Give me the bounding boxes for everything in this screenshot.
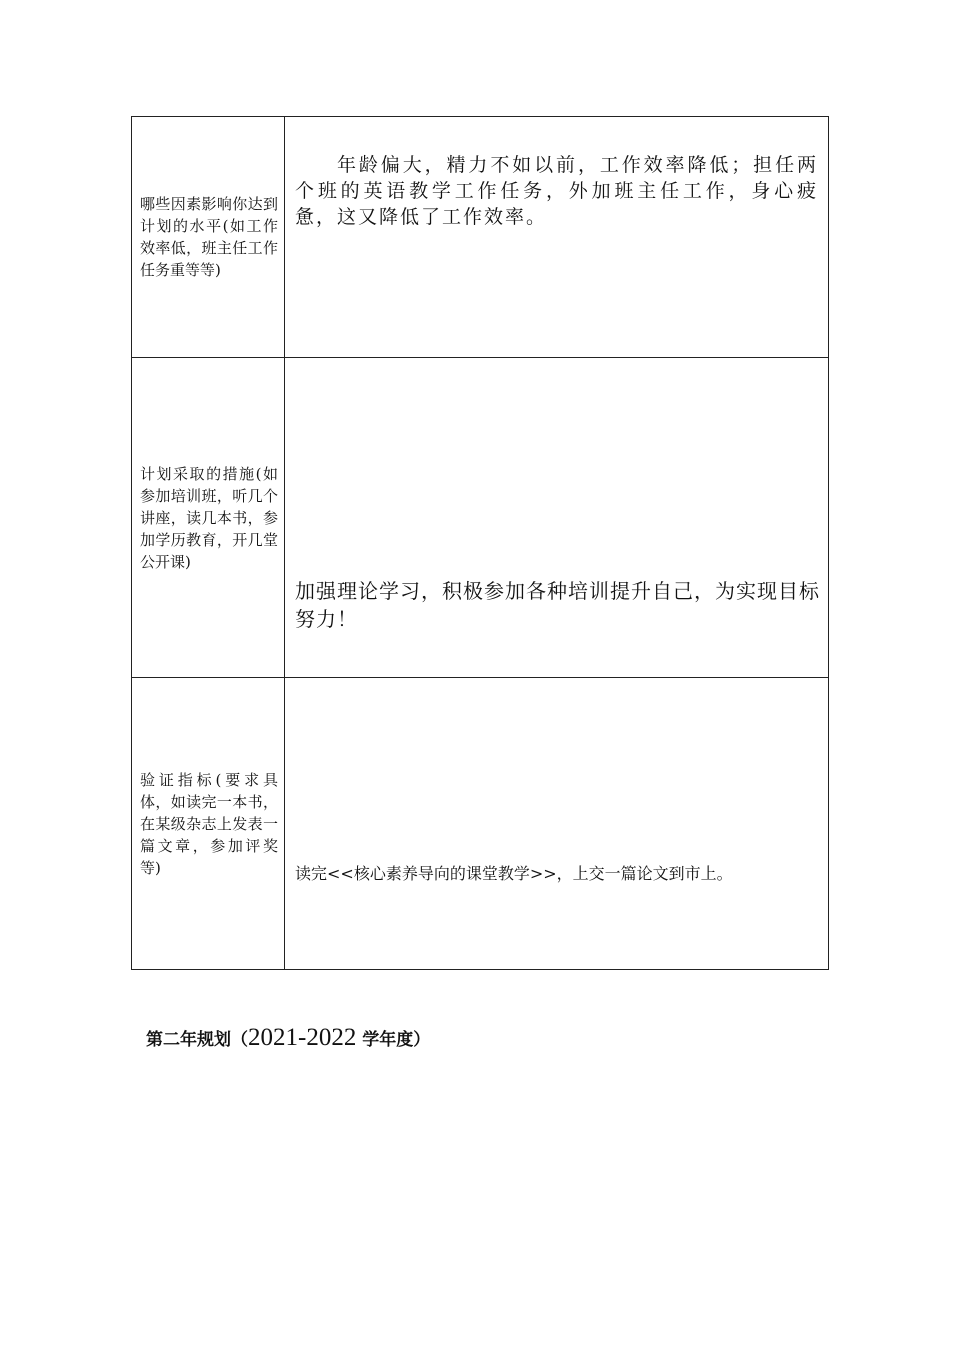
row-label-factors: 哪些因素影响你达到计划的水平(如工作效率低，班主任工作任务重等等)	[140, 195, 278, 279]
section-heading	[146, 1022, 430, 1056]
row-label-cell	[132, 117, 285, 358]
plan-table	[131, 116, 829, 970]
row-label-indicators: 验证指标(要求具体，如读完一本书，在某级杂志上发表一篇文章，参加评奖等)	[140, 770, 278, 877]
row-content-indicators: 读完<<核心素养导向的课堂教学>>，上交一篇论文到市上。	[295, 864, 733, 883]
section-heading-years: 2021-2022	[248, 1024, 357, 1051]
row-content-cell	[285, 678, 829, 970]
section-heading-suffix: 学年度）	[356, 1030, 431, 1050]
row-label-measures: 计划采取的措施(如参加培训班，听几个讲座，读几本书，参加学历教育，开几堂公开课)	[140, 464, 278, 571]
row-label-cell	[132, 358, 285, 678]
section-heading-prefix: 第二年规划（	[146, 1030, 248, 1050]
row-content-measures: 加强理论学习，积极参加各种培训提升自己，为实现目标努力！	[295, 579, 820, 631]
table-row	[132, 678, 829, 970]
row-content-factors: 年龄偏大，精力不如以前，工作效率降低；担任两个班的英语教学工作任务，外加班主任工作，身心疲惫，这又降低了工作效率。	[295, 154, 818, 228]
row-label-cell	[132, 678, 285, 970]
